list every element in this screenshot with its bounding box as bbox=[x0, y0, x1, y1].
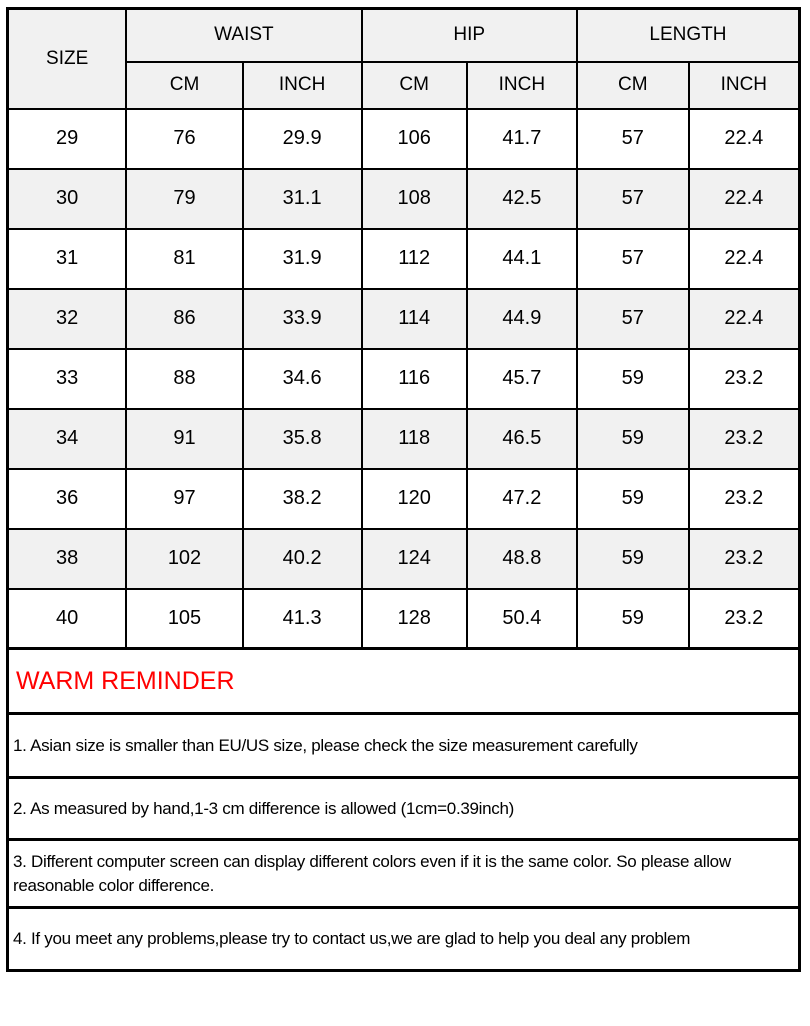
waist-inch-cell: 35.8 bbox=[243, 409, 362, 469]
hip-inch-cell: 46.5 bbox=[467, 409, 577, 469]
size-cell: 31 bbox=[8, 229, 127, 289]
length-cm-cell: 59 bbox=[577, 409, 689, 469]
note-contact-us bbox=[6, 906, 801, 972]
note-text: 1. Asian size is smaller than EU/US size, please check the size measurement carefully bbox=[13, 735, 638, 755]
table-row bbox=[8, 169, 800, 229]
table-row bbox=[8, 289, 800, 349]
hip-inch-cell: 50.4 bbox=[467, 589, 577, 649]
size-chart-sheet bbox=[6, 7, 801, 972]
waist-inch-cell: 41.3 bbox=[243, 589, 362, 649]
header-hip-cm: CM bbox=[362, 62, 467, 109]
table-row bbox=[8, 229, 800, 289]
header-waist-inch: INCH bbox=[243, 62, 362, 109]
hip-inch-cell: 42.5 bbox=[467, 169, 577, 229]
length-cm-cell: 57 bbox=[577, 109, 689, 169]
waist-inch-cell: 31.9 bbox=[243, 229, 362, 289]
header-length: LENGTH bbox=[577, 9, 800, 62]
hip-cm-cell: 128 bbox=[362, 589, 467, 649]
table-row bbox=[8, 529, 800, 589]
waist-cm-cell: 81 bbox=[126, 229, 242, 289]
size-table bbox=[6, 7, 801, 650]
hip-inch-cell: 45.7 bbox=[467, 349, 577, 409]
table-row bbox=[8, 589, 800, 649]
waist-cm-cell: 86 bbox=[126, 289, 242, 349]
header-hip-inch: INCH bbox=[467, 62, 577, 109]
length-cm-cell: 59 bbox=[577, 469, 689, 529]
waist-cm-cell: 76 bbox=[126, 109, 242, 169]
header-waist-cm: CM bbox=[126, 62, 242, 109]
length-inch-cell: 23.2 bbox=[689, 469, 800, 529]
hip-cm-cell: 124 bbox=[362, 529, 467, 589]
note-text: 4. If you meet any problems,please try to contact us,we are glad to help you deal any problem bbox=[13, 929, 691, 949]
length-cm-cell: 59 bbox=[577, 349, 689, 409]
length-inch-cell: 23.2 bbox=[689, 589, 800, 649]
length-inch-cell: 22.4 bbox=[689, 109, 800, 169]
size-cell: 36 bbox=[8, 469, 127, 529]
note-color-difference bbox=[6, 838, 801, 909]
length-cm-cell: 57 bbox=[577, 229, 689, 289]
table-header-row-units bbox=[8, 62, 800, 109]
hip-cm-cell: 108 bbox=[362, 169, 467, 229]
hip-inch-cell: 44.1 bbox=[467, 229, 577, 289]
waist-cm-cell: 105 bbox=[126, 589, 242, 649]
length-inch-cell: 23.2 bbox=[689, 349, 800, 409]
hip-cm-cell: 112 bbox=[362, 229, 467, 289]
size-cell: 40 bbox=[8, 589, 127, 649]
waist-inch-cell: 31.1 bbox=[243, 169, 362, 229]
length-cm-cell: 59 bbox=[577, 589, 689, 649]
waist-inch-cell: 40.2 bbox=[243, 529, 362, 589]
hip-inch-cell: 41.7 bbox=[467, 109, 577, 169]
hip-cm-cell: 118 bbox=[362, 409, 467, 469]
header-hip: HIP bbox=[362, 9, 577, 62]
waist-inch-cell: 29.9 bbox=[243, 109, 362, 169]
waist-cm-cell: 79 bbox=[126, 169, 242, 229]
warm-reminder-row bbox=[6, 647, 801, 715]
table-header-row-groups bbox=[8, 9, 800, 62]
waist-cm-cell: 102 bbox=[126, 529, 242, 589]
header-length-inch: INCH bbox=[689, 62, 800, 109]
table-row bbox=[8, 109, 800, 169]
header-waist: WAIST bbox=[126, 9, 361, 62]
hip-cm-cell: 114 bbox=[362, 289, 467, 349]
header-size: SIZE bbox=[8, 9, 127, 109]
length-inch-cell: 22.4 bbox=[689, 229, 800, 289]
hip-cm-cell: 120 bbox=[362, 469, 467, 529]
length-inch-cell: 22.4 bbox=[689, 289, 800, 349]
hip-cm-cell: 116 bbox=[362, 349, 467, 409]
hip-inch-cell: 48.8 bbox=[467, 529, 577, 589]
note-asian-size bbox=[6, 712, 801, 779]
length-cm-cell: 57 bbox=[577, 289, 689, 349]
waist-cm-cell: 88 bbox=[126, 349, 242, 409]
length-inch-cell: 23.2 bbox=[689, 529, 800, 589]
note-text: 2. As measured by hand,1-3 cm difference is allowed (1cm=0.39inch) bbox=[13, 798, 515, 818]
table-row bbox=[8, 409, 800, 469]
size-cell: 32 bbox=[8, 289, 127, 349]
size-cell: 33 bbox=[8, 349, 127, 409]
length-cm-cell: 57 bbox=[577, 169, 689, 229]
size-cell: 29 bbox=[8, 109, 127, 169]
waist-cm-cell: 97 bbox=[126, 469, 242, 529]
header-length-cm: CM bbox=[577, 62, 689, 109]
length-inch-cell: 23.2 bbox=[689, 409, 800, 469]
hip-cm-cell: 106 bbox=[362, 109, 467, 169]
table-row bbox=[8, 349, 800, 409]
hip-inch-cell: 47.2 bbox=[467, 469, 577, 529]
note-text: 3. Different computer screen can display different colors even if it is the same color. So please allow reasonable color difference. bbox=[13, 851, 731, 895]
length-cm-cell: 59 bbox=[577, 529, 689, 589]
length-inch-cell: 22.4 bbox=[689, 169, 800, 229]
size-cell: 30 bbox=[8, 169, 127, 229]
waist-inch-cell: 34.6 bbox=[243, 349, 362, 409]
size-cell: 38 bbox=[8, 529, 127, 589]
table-row bbox=[8, 469, 800, 529]
warm-reminder-title: WARM REMINDER bbox=[16, 666, 235, 695]
waist-cm-cell: 91 bbox=[126, 409, 242, 469]
hip-inch-cell: 44.9 bbox=[467, 289, 577, 349]
size-cell: 34 bbox=[8, 409, 127, 469]
waist-inch-cell: 33.9 bbox=[243, 289, 362, 349]
waist-inch-cell: 38.2 bbox=[243, 469, 362, 529]
note-hand-measure bbox=[6, 776, 801, 841]
